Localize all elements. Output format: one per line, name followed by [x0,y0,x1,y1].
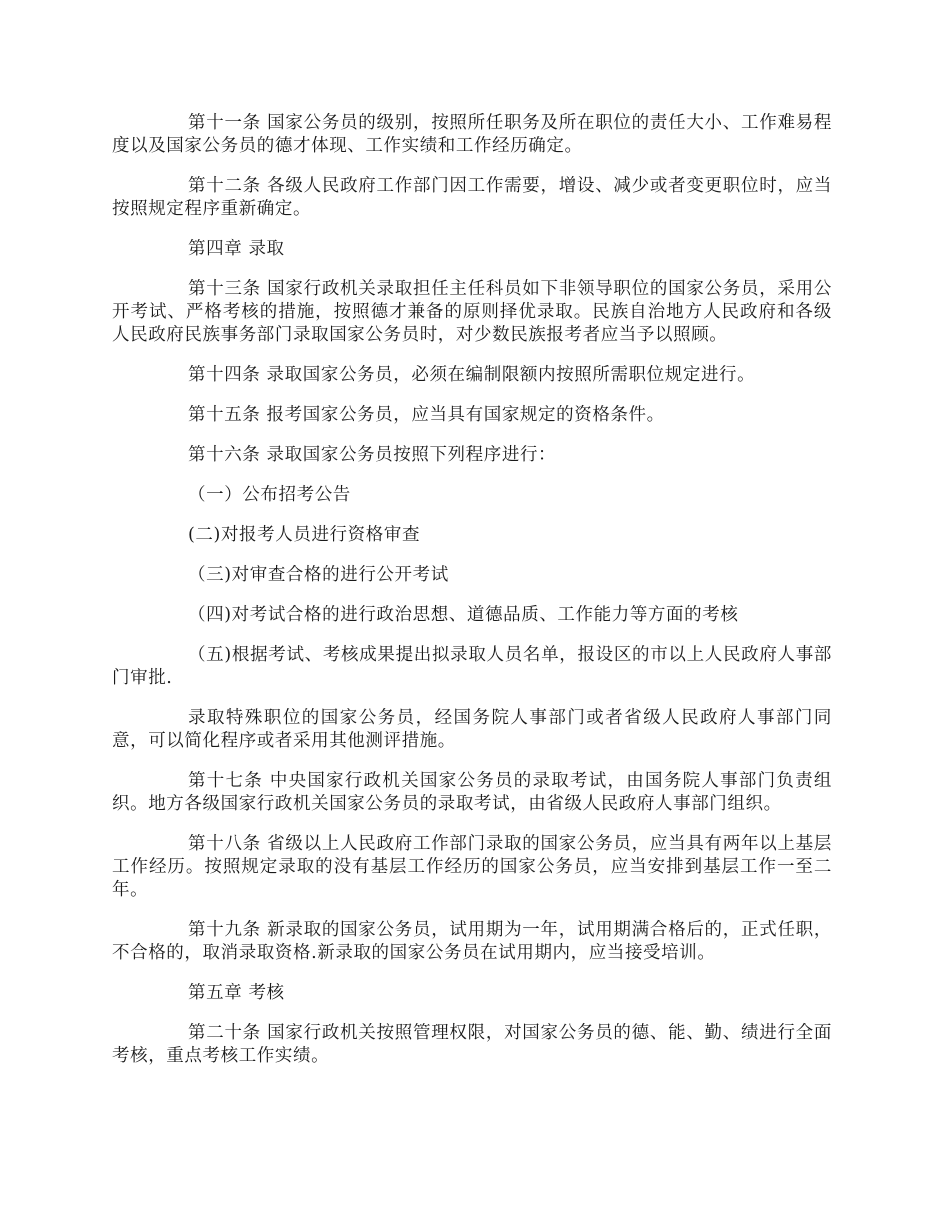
procedure-item-1: （一）公布招考公告 [188,485,351,505]
procedure-item-3: （三)对审查合格的进行公开考试 [188,565,449,585]
article-19: 第十九条 新录取的国家公务员，试用期为一年，试用期满合格后的，正式任职，不合格的，取消录取资格.新录取的国家公务员在试用期内，应当接受培训。 [112,920,832,963]
article-12: 第十二条 各级人民政府工作部门因工作需要，增设、减少或者变更职位时，应当按照规定程序重新确定。 [112,176,832,219]
chapter-4-heading: 第四章 录取 [188,239,285,259]
article-15: 第十五条 报考国家公务员，应当具有国家规定的资格条件。 [188,405,665,425]
article-16: 第十六条 录取国家公务员按照下列程序进行： [188,445,557,465]
article-14: 第十四条 录取国家公务员，必须在编制限额内按照所需职位规定进行。 [188,365,756,385]
article-11: 第十一条 国家公务员的级别，按照所任职务及所在职位的责任大小、工作难易程度以及国家公务员的德才体现、工作实绩和工作经历确定。 [112,113,832,156]
article-18: 第十八条 省级以上人民政府工作部门录取的国家公务员，应当具有两年以上基层工作经历。按照规定录取的没有基层工作经历的国家公务员，应当安排到基层工作一至二年。 [112,834,832,900]
article-17: 第十七条 中央国家行政机关国家公务员的录取考试，由国务院人事部门负责组织。地方各级国家行政机关国家公务员的录取考试，由省级人民政府人事部门组织。 [112,771,832,814]
special-position-note: 录取特殊职位的国家公务员，经国务院人事部门或者省级人民政府人事部门同意，可以简化程序或者采用其他测评措施。 [112,708,832,751]
article-13: 第十三条 国家行政机关录取担任主任科员如下非领导职位的国家公务员，采用公开考试、严格考核的措施，按照德才兼备的原则择优录取。民族自治地方人民政府和各级人民政府民族事务部门录取国家公务员时，对少数民族报考者应当予以照顾。 [112,279,832,345]
chapter-5-heading: 第五章 考核 [188,983,285,1003]
document-body [112,112,832,1085]
procedure-item-4: （四)对考试合格的进行政治思想、道德品质、工作能力等方面的考核 [188,605,739,625]
procedure-item-2: (二)对报考人员进行资格审查 [188,525,421,545]
procedure-item-5: （五)根据考试、考核成果提出拟录取人员名单，报设区的市以上人民政府人事部门审批. [112,645,832,688]
article-20: 第二十条 国家行政机关按照管理权限，对国家公务员的德、能、勤、绩进行全面考核，重点考核工作实绩。 [112,1023,832,1066]
